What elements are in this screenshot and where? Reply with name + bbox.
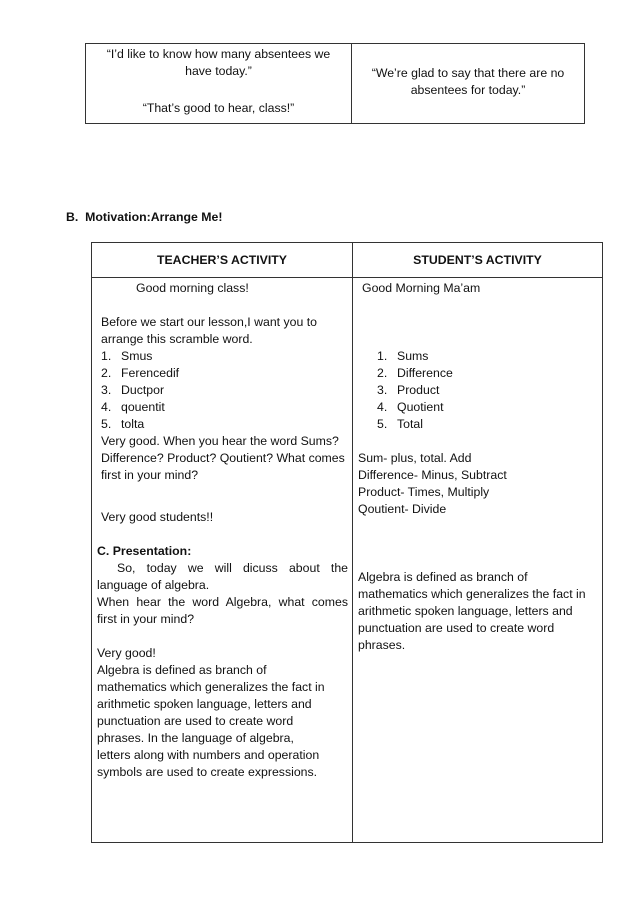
list-item: 5. tolta (101, 417, 145, 431)
praise-text: Very good students!! (101, 510, 214, 524)
student-activity-cell (353, 278, 603, 843)
list-item: 1. Sums (377, 349, 429, 363)
good-to-hear-quote: “That’s good to hear, class!” (142, 101, 295, 115)
activity-table (91, 242, 603, 843)
list-item: 4. Quotient (377, 400, 444, 414)
list-item: 3. Ductpor (101, 383, 165, 397)
teacher-activity-header: TEACHER’S ACTIVITY (92, 243, 353, 278)
top-table-left-cell (86, 44, 352, 124)
list-item: 1. Smus (101, 349, 153, 363)
top-table (85, 43, 585, 124)
scramble-word-list (97, 348, 348, 433)
operation-meanings (358, 450, 598, 518)
absentees-question: “I’d like to know how many absentees we have today.” (106, 47, 331, 78)
meaning-line: Sum- plus, total. Add (358, 451, 472, 465)
student-activity-header: STUDENT’S ACTIVITY (353, 243, 603, 278)
list-item: 2. Ferencedif (101, 366, 180, 380)
algebra-definition: Algebra is defined as branch of mathematics which generalizes the fact in arithmetic spoken language, letters and punctuation are used to create word phrases. In the language of algebra, letters along with numbers and operation symbols are used to create expressions. (97, 663, 325, 779)
no-absentees-reply: “We’re glad to say that there are no absentees for today.” (371, 66, 565, 97)
list-item: 4. qouentit (101, 400, 165, 414)
list-item: 5. Total (377, 417, 423, 431)
top-table-right-cell (352, 44, 585, 124)
sums-question: Very good. When you hear the word Sums? Difference? Product? Qoutient? What comes first in your mind? (101, 434, 345, 482)
algebra-answer: Algebra is defined as branch of mathematics which generalizes the fact in arithmetic spoken language, letters and punctuation are used to create word phrases. (358, 570, 586, 652)
list-item: 2. Difference (377, 366, 453, 380)
section-b-heading: B. Motivation:Arrange Me! (66, 210, 223, 224)
student-greeting: Good Morning Ma’am (362, 281, 481, 295)
meaning-line: Qoutient- Divide (358, 502, 447, 516)
very-good-text: Very good! (97, 646, 156, 660)
presentation-heading: C. Presentation: (97, 544, 192, 558)
presentation-question: When hear the word Algebra, what comes first in your mind? (97, 595, 348, 626)
scramble-instruction: Before we start our lesson,I want you to arrange this scramble word. (101, 315, 317, 346)
presentation-text: So, today we will dicuss about the language of algebra. (97, 561, 348, 592)
teacher-greeting: Good morning class! (136, 281, 249, 295)
answer-list (358, 348, 598, 433)
teacher-activity-cell (92, 278, 353, 843)
meaning-line: Product- Times, Multiply (358, 485, 490, 499)
list-item: 3. Product (377, 383, 440, 397)
meaning-line: Difference- Minus, Subtract (358, 468, 507, 482)
